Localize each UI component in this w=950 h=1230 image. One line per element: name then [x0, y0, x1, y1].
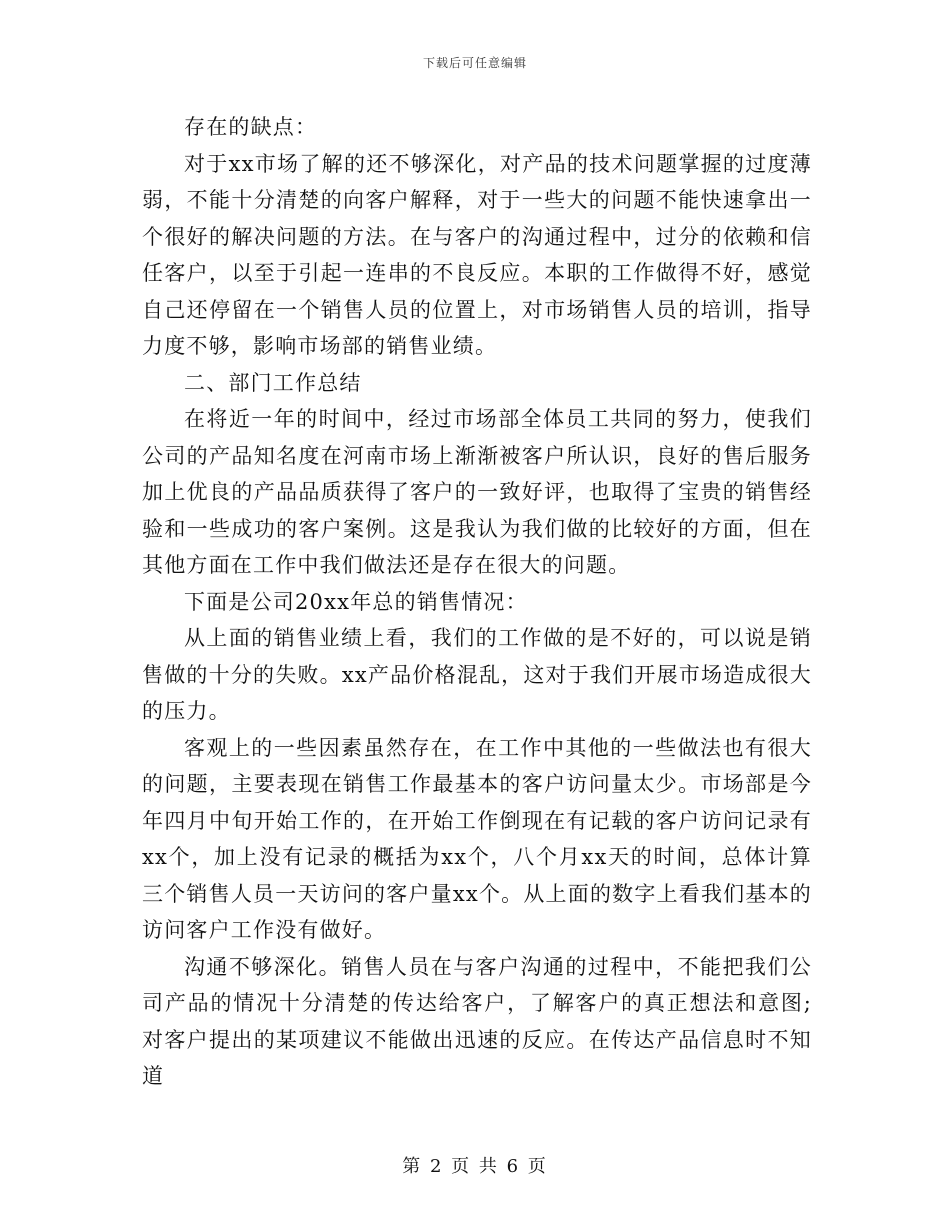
page-header: 下载后可任意编辑 — [422, 56, 527, 70]
paragraph: 客观上的一些因素虽然存在，在工作中其他的一些做法也有很大的问题，主要表现在销售工作最基本的客户访问量太少。市场部是今年四月中旬开始工作的，在开始工作倒现在有记载的客户访问记录有xx个，加上没有记录的概括为xx个，八个月xx天的时间，总体计算三个销售人员一天访问的客户量xx个。从上面的数字上看我们基本的访问客户工作没有做好。 — [142, 735, 812, 942]
paragraph: 下面是公司20xx年总的销售情况： — [184, 589, 528, 614]
paragraph: 沟通不够深化。销售人员在与客户沟通的过程中，不能把我们公司产品的情况十分清楚的传达给客户，了解客户的真正想法和意图;对客户提出的某项建议不能做出迅速的反应。在传达产品信息时不知道 — [142, 954, 812, 1088]
section-heading: 二、部门工作总结 — [184, 370, 362, 395]
paragraph: 对于xx市场了解的还不够深化，对产品的技术问题掌握的过度薄弱，不能十分清楚的向客户解释，对于一些大的问题不能快速拿出一个很好的解决问题的方法。在与客户的沟通过程中，过分的依赖和信任客户，以至于引起一连串的不良反应。本职的工作做得不好，感觉自己还停留在一个销售人员的位置上，对市场销售人员的培训，指导力度不够，影响市场部的销售业绩。 — [142, 151, 812, 358]
paragraph: 从上面的销售业绩上看，我们的工作做的是不好的，可以说是销售做的十分的失败。xx产品价格混乱，这对于我们开展市场造成很大的压力。 — [142, 626, 812, 723]
page-number: 第 2 页 共 6 页 — [402, 1156, 548, 1177]
paragraph: 存在的缺点： — [184, 115, 318, 139]
document-body — [142, 109, 812, 1095]
paragraph: 在将近一年的时间中，经过市场部全体员工共同的努力，使我们公司的产品知名度在河南市场上渐渐被客户所认识，良好的售后服务加上优良的产品品质获得了客户的一致好评，也取得了宝贵的销售经验和一些成功的客户案例。这是我认为我们做的比较好的方面，但在其他方面在工作中我们做法还是存在很大的问题。 — [142, 407, 812, 577]
